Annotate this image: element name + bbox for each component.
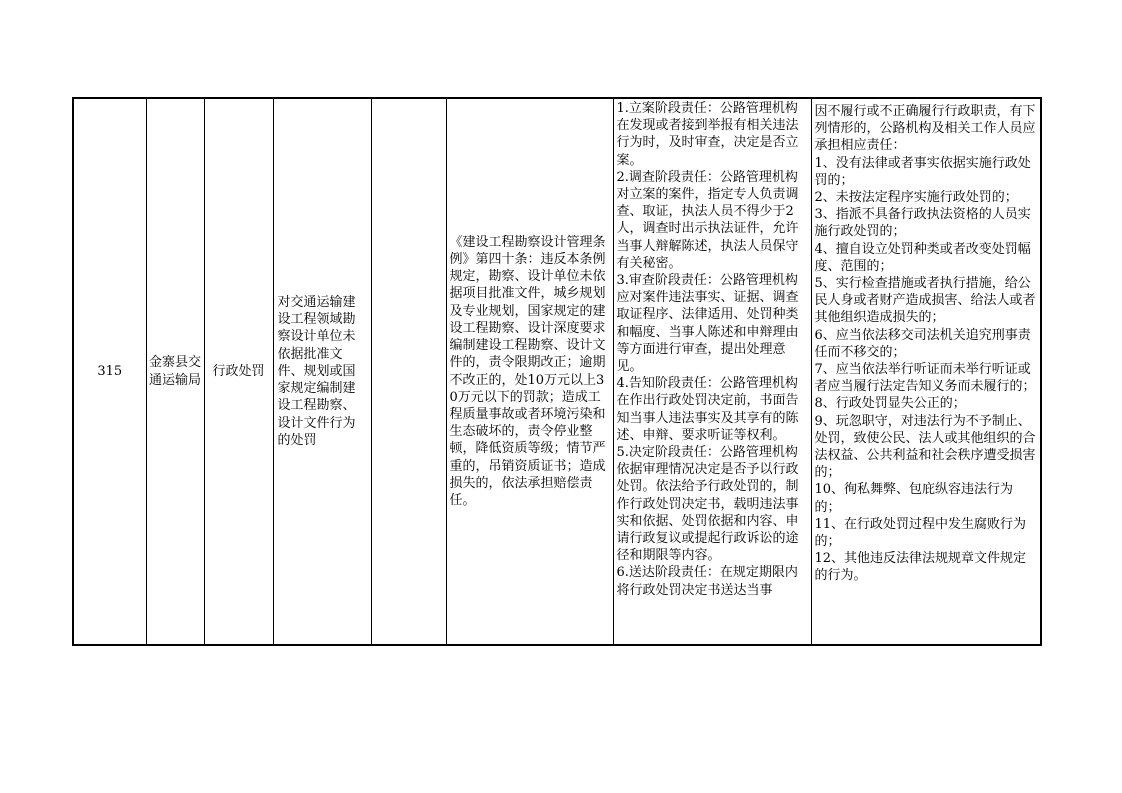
item-name: 对交通运输建设工程领域勘察设计单位未依据批准文件、规划或国家规定编制建设工程勘察、设计文件行为的处罚 xyxy=(277,295,356,448)
sub-item-cell xyxy=(371,98,446,645)
department-name: 金寨县交通运输局 xyxy=(148,355,201,388)
serial-number: 315 xyxy=(97,363,123,379)
accountability-item: 9、玩忽职守，对违法行为不予制止、处罚，致使公民、法人或其他组织的合法权益、公共利益和社会秩序遭受损害的； xyxy=(814,413,1036,481)
accountability-item: 10、徇私舞弊、包庇纵容违法行为的； xyxy=(814,482,1014,515)
serial-number-cell xyxy=(73,98,146,645)
accountability-item: 8、行政处罚显失公正的； xyxy=(814,396,966,412)
accountability-item: 3、指派不具备行政执法资格的人员实施行政处罚的； xyxy=(814,207,1031,240)
responsibility-item: 4.告知阶段责任：公路管理机构在作出行政处罚决定前，书面告知当事人违法事实及其享有的陈述、申辩、要求听证等权利。 xyxy=(616,376,799,443)
accountability-intro: 因不履行或不正确履行行政职责，有下列情形的，公路机构及相关工作人员应承担相应责任： xyxy=(814,104,1036,154)
accountability-item: 4、擅自设立处罚种类或者改变处罚幅度、范围的； xyxy=(814,241,1031,274)
accountability-item: 1、没有法律或者事实依据实施行政处罚的； xyxy=(814,155,1031,188)
responsibility-item: 6.送达阶段责任：在规定期限内将行政处罚决定书送达当事 xyxy=(616,565,798,598)
accountability-item: 7、应当依法举行听证而未举行听证或者应当履行法定告知义务而未履行的； xyxy=(814,362,1036,395)
responsibility-cell xyxy=(613,98,811,645)
accountability-cell xyxy=(811,98,1041,645)
department-cell xyxy=(146,98,204,645)
responsibility-item: 1.立案阶段责任：公路管理机构在发现或者接到举报有相关违法行为时，及时审查，决定是否立案。 xyxy=(616,101,799,168)
responsibility-item: 5.决定阶段责任：公路管理机构依据审理情况决定是否予以行政处罚。依法给予行政处罚的，制作行政处罚决定书，载明违法事实和依据、处罚依据和内容、申请行政复议或提起行政诉讼的途径和期限等内容。 xyxy=(616,445,799,564)
item-name-cell xyxy=(273,98,371,645)
table-row xyxy=(73,98,1041,645)
power-list-table xyxy=(72,97,1042,646)
accountability-item: 11、在行政处罚过程中发生腐败行为的； xyxy=(814,516,1027,550)
accountability-item: 6、应当依法移交司法机关追究刑事责任而不移交的； xyxy=(814,327,1031,360)
accountability-list xyxy=(815,103,1037,585)
power-category: 行政处罚 xyxy=(212,363,265,379)
legal-basis: 《建设工程勘察设计管理条例》第四十条：违反本条例规定，勘察、设计单位未依据项目批准文件，城乡规划及专业规划，国家规定的建设工程勘察、设计深度要求编制建设工程勘察、设计文件的，责令限期改正；逾期不改正的，处10万元以上30万元以下的罚款；造成工程质量事故或者环境污染和生态破坏的，责令停业整顿，降低资质等级；情节严重的，吊销资质证书；造成损失的，依法承担赔偿责任。 xyxy=(449,234,606,508)
accountability-item: 2、未按法定程序实施行政处罚的； xyxy=(814,190,1018,206)
accountability-item: 12、其他违反法律法规规章文件规定的行为。 xyxy=(814,551,1027,584)
responsibility-list xyxy=(617,100,809,599)
legal-basis-cell xyxy=(446,98,613,645)
responsibility-item: 3.审查阶段责任：公路管理机构应对案件违法事实、证据、调查取证程序、法律适用、处罚种类和幅度、当事人陈述和申辩理由等方面进行审查，提出处理意见。 xyxy=(616,273,799,375)
accountability-item: 5、实行检查措施或者执行措施，给公民人身或者财产造成损害、给法人或者其他组织造成损失的； xyxy=(814,276,1036,326)
responsibility-item: 2.调查阶段责任：公路管理机构对立案的案件，指定专人负责调查、取证，执法人员不得少于2人，调查时出示执法证件，允许当事人辩解陈述，执法人员保守有关秘密。 xyxy=(616,169,799,271)
category-cell xyxy=(204,98,273,645)
